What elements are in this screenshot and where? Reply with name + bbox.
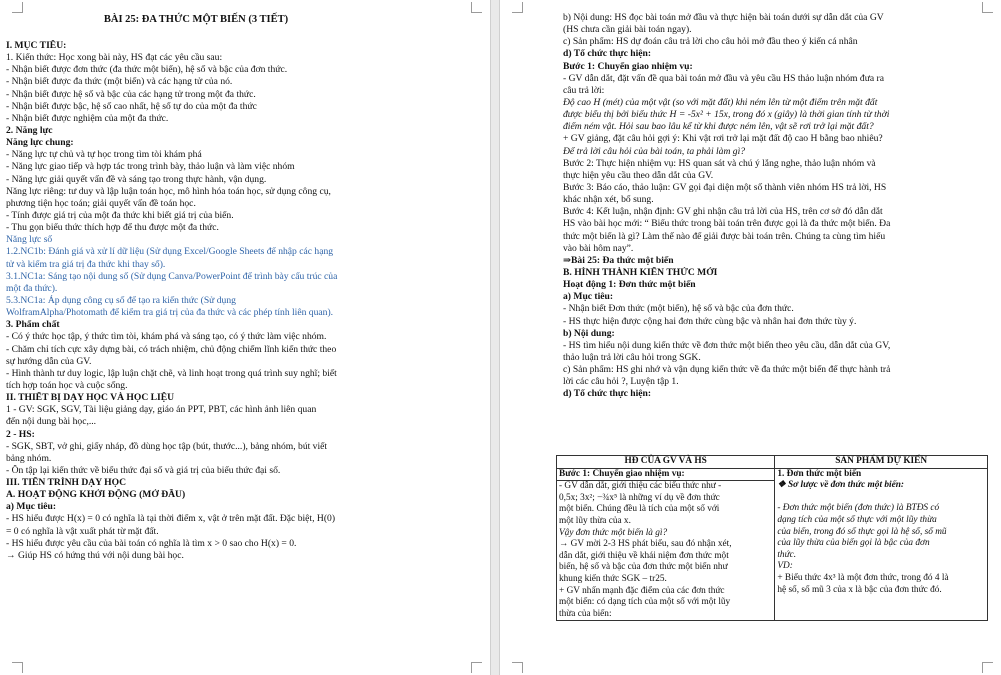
text-line: d) Tổ chức thực hiện:: [563, 48, 652, 60]
text-line: Để trả lời câu hỏi của bài toán, ta phải làm gì?: [563, 145, 746, 157]
text-line: (HS chưa cần giải bài toán ngay).: [563, 24, 692, 36]
text-line: B. HÌNH THÀNH KIẾN THỨC MỚI: [563, 266, 718, 278]
left-page-body: [6, 12, 386, 562]
table-header-product: SẢN PHẨM DỰ KIẾN: [775, 456, 988, 469]
text-line: II. THIẾT BỊ DẠY HỌC VÀ HỌC LIỆU: [6, 392, 175, 404]
table-cell-line: khung kiến thức SGK – tr25.: [559, 573, 667, 584]
text-line: lời các câu hỏi ?, Luyện tập 1.: [563, 376, 679, 388]
table-cell-line: của lũy thừa của biến gọi là bậc của đơn: [777, 538, 930, 549]
page-title: BÀI 25: ĐA THỨC MỘT BIẾN (3 TIẾT): [103, 14, 289, 25]
text-line: - HS thực hiện được cộng hai đơn thức cùng bậc và nhân hai đơn thức tùy ý.: [563, 315, 857, 327]
table-cell-line: dẫn dắt, giới thiệu về khái niệm đơn thức một: [559, 550, 729, 561]
table-cell-line: thừa của biến:: [559, 608, 612, 619]
text-line: Bước 2: Thực hiện nhiệm vụ: HS quan sát và chú ý lắng nghe, thảo luận nhóm và: [563, 157, 876, 169]
table-cell-line: Vậy đơn thức một biến là gì?: [559, 527, 668, 538]
text-line: a) Mục tiêu:: [6, 501, 57, 513]
text-line: → Giúp HS có hứng thú với nội dung bài học.: [6, 549, 184, 561]
text-line: 1. Kiến thức: Học xong bài này, HS đạt các yêu cầu sau:: [6, 52, 223, 64]
text-line: bảng nhóm.: [6, 452, 52, 464]
text-line: b) Nội dung:: [563, 327, 615, 339]
text-line: Năng lực riêng: tư duy và lập luận toán học, mô hình hóa toán học, sử dụng công cụ,: [6, 185, 331, 197]
text-line: A. HOẠT ĐỘNG KHỞI ĐỘNG (MỞ ĐẦU): [6, 489, 186, 501]
text-line: - Năng lực tự chủ và tự học trong tìm tòi khám phá: [6, 149, 202, 161]
table-cell-line: hệ số, số mũ 3 của x là bậc của đơn thức đó.: [777, 584, 942, 595]
page-gutter: [490, 0, 500, 675]
text-line: tử và kiểm tra giá trị đa thức khi thay số).: [6, 258, 166, 270]
text-line: 5.3.NC1a: Áp dụng công cụ số để tạo ra kiến thức (Sử dụng: [6, 294, 236, 306]
text-line: - HS hiểu được yêu cầu của bài toán có nghĩa là tìm x > 0 sao cho H(x) = 0.: [6, 537, 297, 549]
text-line: b) Nội dung: HS đọc bài toán mở đầu và thực hiện bài toán dưới sự dẫn dắt của GV: [563, 12, 884, 23]
text-line: - Năng lực giải quyết vấn đề và sáng tạo trong thực hành, vận dụng.: [6, 173, 267, 185]
table-cell-line: - GV dẫn dắt, giới thiệu các biểu thức như -: [559, 481, 722, 492]
text-line: - Nhận biết được đơn thức (đa thức một biến), hệ số và bậc của đơn thức.: [6, 64, 288, 76]
text-line: c) Sản phẩm: HS dự đoán câu trả lời cho câu hỏi mở đầu theo ý kiến cá nhân: [563, 36, 858, 48]
text-line: - Nhận biết được nghiệm của một đa thức.: [6, 112, 169, 124]
text-line: - Nhận biết được bậc, hệ số cao nhất, hệ số tự do của một đa thức: [6, 100, 257, 112]
text-line: d) Tổ chức thực hiện:: [563, 388, 652, 400]
text-line: - Có ý thức học tập, ý thức tìm tòi, khám phá và sáng tạo, có ý thức làm việc nhóm.: [6, 331, 327, 343]
text-line: - Thu gọn biểu thức thích hợp để thu được một đa thức.: [6, 222, 219, 234]
text-line: thức một biến là gì? Làm thế nào để giải được bài toán trên. Chúng ta cùng tìm hiểu: [563, 230, 886, 242]
text-line: Năng lực số: [6, 234, 53, 246]
crop-mark: [471, 662, 482, 673]
text-line: một đa thức).: [6, 282, 58, 294]
text-line: Độ cao H (mét) của một vật (so với mặt đất) khi ném lên từ một điểm trên mặt đất: [563, 96, 878, 108]
text-line: III. TIẾN TRÌNH DẠY HỌC: [6, 477, 127, 489]
table-cell-line: 0,5x; 3x²; −¾x⁵ là những ví dụ về đơn thức: [559, 492, 720, 503]
lesson-activity-table: [556, 455, 988, 621]
table-cell-line: biến, hệ số và bậc của đơn thức một biến như: [559, 562, 728, 573]
text-line: - Nhận biết Đơn thức (một biến), hệ số và bậc của đơn thức.: [563, 303, 794, 315]
crop-mark: [512, 662, 523, 673]
text-line: Bước 3: Báo cáo, thảo luận: GV gọi đại diện một số thành viên nhóm HS trả lời, HS: [563, 181, 887, 193]
table-cell-line: + GV nhấn mạnh đặc điểm của các đơn thức: [559, 585, 725, 596]
text-line: điểm ném vật. Hỏi sau bao lâu kể từ khi được ném lên, vật sẽ rơi trở lại mặt đất?: [563, 121, 874, 133]
text-line: - Chăm chỉ tích cực xây dựng bài, có trách nhiệm, chủ động chiếm lĩnh kiến thức theo: [6, 343, 337, 355]
text-line: phương tiện học toán; giải quyết vấn đề toán học.: [6, 197, 196, 209]
text-line: 3.1.NC1a: Sáng tạo nội dung số (Sử dụng Canva/PowerPoint để trình bày cấu trúc của: [6, 270, 338, 282]
text-line: Năng lực chung:: [6, 137, 74, 149]
text-line: câu trả lời:: [563, 84, 605, 96]
text-line: WolframAlpha/Photomath để kiểm tra giá trị của đa thức và các phép tính liên quan).: [6, 307, 334, 319]
text-line: - Tính được giá trị của một đa thức khi biết giá trị của biến.: [6, 209, 234, 221]
crop-mark: [512, 2, 523, 13]
text-line: - SGK, SBT, vở ghi, giấy nháp, đồ dùng học tập (bút, thước...), bảng nhóm, bút viết: [6, 440, 328, 452]
table-cell-line: một biến: có dạng tích của một số với một lũy: [559, 597, 731, 608]
table-cell-line: một biến. Chúng đều là tích của một số với: [559, 504, 720, 515]
text-line: - GV dẫn dắt, đặt vấn đề qua bài toán mở đầu và yêu cầu HS thảo luận nhóm đưa ra: [563, 72, 885, 84]
table-cell-line: của biến, trong đó số thực gọi là hệ số, số mũ: [777, 526, 947, 537]
table-cell-line: 1. Đơn thức một biến: [777, 468, 862, 479]
text-line: 2 - HS:: [6, 428, 35, 440]
text-line: = 0 có nghĩa là vật xuất phát từ mặt đất.: [6, 525, 159, 537]
text-line: sự hướng dẫn của GV.: [6, 355, 92, 367]
table-cell-line: - Đơn thức một biến (đơn thức) là BTĐS có: [777, 503, 940, 514]
text-line: - Hình thành tư duy logic, lập luận chặt chẽ, và linh hoạt trong quá trình suy nghĩ; biết: [6, 367, 337, 379]
right-page-body: [563, 12, 987, 401]
text-line: - Năng lực giao tiếp và hợp tác trong trình bày, thảo luận và làm việc nhóm: [6, 161, 295, 173]
text-line: Bước 1: Chuyển giao nhiệm vụ:: [563, 60, 693, 72]
table-cell-line: thức.: [777, 549, 797, 560]
table-header-activity: HĐ CỦA GV VÀ HS: [557, 456, 775, 469]
table-cell-line: ❖ Sơ lược về đơn thức một biến:: [777, 480, 904, 491]
text-line: 3. Phẩm chất: [6, 319, 60, 331]
text-line: c) Sản phẩm: HS ghi nhớ và vận dụng kiến thức về đa thức một biến để thực hành trả: [563, 364, 891, 376]
crop-mark: [982, 662, 993, 673]
text-line: Bước 4: Kết luận, nhận định: GV ghi nhận câu trả lời của HS, trên cơ sở đó dẫn dắt: [563, 206, 883, 218]
table-cell-product: [775, 468, 988, 621]
text-line: thảo luận trả lời câu hỏi trong SGK.: [563, 351, 701, 363]
crop-mark: [12, 662, 23, 673]
text-line: 1.2.NC1b: Đánh giá và xử lí dữ liệu (Sử dụng Excel/Google Sheets để nhập các hạng: [6, 246, 334, 258]
table-cell-line: Bước 1: Chuyển giao nhiệm vụ:: [559, 468, 685, 479]
crop-mark: [471, 2, 482, 13]
text-line: I. MỤC TIÊU:: [6, 40, 67, 51]
text-line: + GV giảng, đặt câu hỏi gợi ý: Khi vật rơi trở lại mặt đất độ cao H bằng bao nhiêu?: [563, 133, 883, 145]
table-cell-line: [777, 492, 985, 504]
text-line: được biểu thị bởi biểu thức H = -5x² + 15x, trong đó x (giây) là thời gian tính từ thời: [563, 109, 890, 121]
table-cell-line: một lũy thừa của x.: [559, 515, 631, 526]
text-line: khác nhận xét, bổ sung.: [563, 194, 654, 206]
text-line: - Nhận biết được đa thức (một biến) và các hạng tử của nó.: [6, 76, 233, 88]
text-line: - HS hiểu được H(x) = 0 có nghĩa là tại thời điểm x, vật ở trên mặt đất. Đặc biệt, H(0): [6, 513, 336, 525]
document-page-left: [0, 0, 490, 675]
text-line: - Nhận biết được hệ số và bậc của các hạng tử trong một đa thức.: [6, 88, 256, 100]
table-cell-activity: [557, 468, 775, 621]
text-line: a) Mục tiêu:: [563, 291, 614, 303]
text-line: tích hợp toán học và cuộc sống.: [6, 379, 128, 391]
table-cell-line: → GV mời 2-3 HS phát biểu, sau đó nhận xét,: [559, 539, 732, 550]
text-line: Hoạt động 1: Đơn thức một biến: [563, 279, 696, 291]
table-cell-line: + Biểu thức 4x³ là một đơn thức, trong đó 4 là: [777, 572, 949, 583]
text-line: - Ôn tập lại kiến thức về biểu thức đại số và giá trị của biểu thức đại số.: [6, 464, 281, 476]
text-line: - HS tìm hiểu nội dung kiến thức về đơn thức một biến theo yêu cầu, dẫn dắt của GV,: [563, 339, 891, 351]
text-line: vào bài hôm nay”.: [563, 242, 634, 254]
text-line: 2. Năng lực: [6, 124, 53, 136]
text-line: ⇒Bài 25: Đa thức một biến: [563, 254, 674, 266]
table-cell-line: dạng tích của một số thực với một lũy thừa: [777, 514, 937, 525]
text-line: 1 - GV: SGK, SGV, Tài liệu giảng dạy, giáo án PPT, PBT, các hình ảnh liên quan: [6, 404, 317, 416]
text-line: đến nội dung bài học,...: [6, 416, 97, 428]
text-line: thực hiện yêu cầu theo dẫn dắt của GV.: [563, 169, 714, 181]
table-cell-line: VD:: [777, 561, 793, 572]
text-line: HS vào bài học mới: “ Biểu thức trong bài toán trên được gọi là đa thức một biến. Đa: [563, 218, 891, 230]
